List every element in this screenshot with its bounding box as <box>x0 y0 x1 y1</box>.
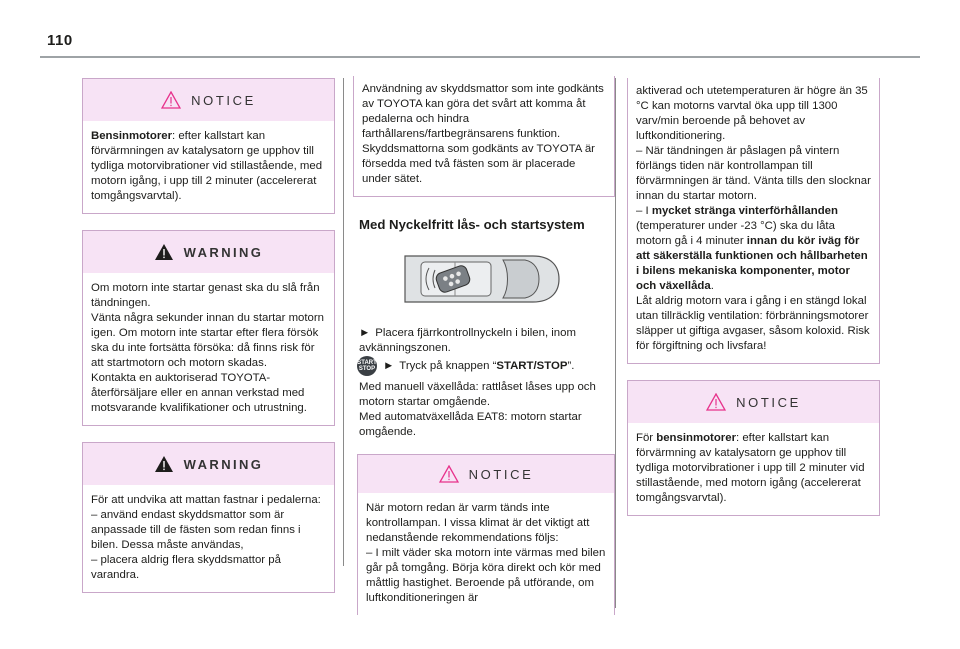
warning-line: För att undvika att mattan fastnar i pedalerna: <box>91 494 321 506</box>
column-2 <box>353 76 615 631</box>
notice-text: : efter kallstart kan förvärmningen av katalysatorn ge upphov till tydliga motorvibrationer vid stillastående, med motorn igång, i upp till 2 minuter (accelererat tomgångsvarvtal). <box>91 130 323 202</box>
warning-box <box>82 230 335 426</box>
warning-header <box>83 443 334 485</box>
notice-body <box>83 121 334 213</box>
instruction-step <box>359 326 615 356</box>
start-stop-label: START/STOP <box>496 360 568 373</box>
car-key-illustration <box>403 246 561 312</box>
column-3 <box>627 78 880 532</box>
continued-line: – I mycket stränga vinterförhållanden (temperaturer under -23 °C) ska du låta motorn gå i 4 minuter innan du kör iväg för att säkerställa funktionen och hållbarheten i bilens mekaniska komponenter, motor och växellåda. <box>636 205 868 292</box>
continued-line: – När tändningen är påslagen på vintern förlängs tiden när kontrollampan till förvärmningen är tänd. Vänta tills den slocknar innan du startar motorn. <box>636 145 871 202</box>
notice-lead: Bensinmotorer <box>91 130 173 142</box>
continued-line: Låt aldrig motorn vara i gång i en stängd lokal utan tillräcklig ventilation: förbränningsmotorer släpper ut giftiga avgaser, såsom koloxid. Risk för förgiftning och livsfara! <box>636 295 870 352</box>
notice-header <box>628 381 879 423</box>
instruction-step <box>357 356 615 376</box>
notice-box <box>627 380 880 516</box>
arrow-icon: ► <box>383 360 395 373</box>
warning-body <box>83 485 334 592</box>
header-rule <box>40 56 920 58</box>
step-text: Tryck på knappen “ <box>399 360 497 373</box>
step-text: Placera fjärrkontrollnyckeln i bilen, inom avkänningszonen. <box>359 327 576 354</box>
warning-line: Om motorn inte startar genast ska du slå från tändningen. <box>91 282 320 309</box>
notice-line: – I milt väder ska motorn inte värmas med bilen går på tomgång. Börja köra direkt och kör med måttlig hastighet. Beroende på utförande, om luftkonditioneringen är <box>366 547 606 604</box>
warning-header <box>83 231 334 273</box>
notice-body <box>358 493 614 615</box>
warning-title: WARNING <box>183 244 264 260</box>
notice-title: NOTICE <box>736 394 801 410</box>
warning-body <box>83 273 334 425</box>
notice-box <box>357 454 615 615</box>
continued-body <box>354 76 614 196</box>
section-title: Med Nyckelfritt lås- och startsystem <box>359 217 585 232</box>
notice-box <box>82 78 335 214</box>
notice-header <box>358 455 614 493</box>
caution-triangle-icon <box>161 91 181 109</box>
notice-title: NOTICE <box>468 466 534 482</box>
body-text: Med automatväxellåda EAT8: motorn startar omgående. <box>359 411 582 438</box>
caution-triangle-icon <box>706 393 726 411</box>
continued-line: aktiverad och utetemperaturen är högre än 35 °C kan motorns varvtal öka upp till 1300 varv/min beroende på behovet av luftkonditionering. <box>636 85 868 142</box>
continued-line: Skyddsmattorna som godkänts av TOYOTA är försedda med två fästen som är placerade under sätet. <box>362 143 595 185</box>
warning-line: Vänta några sekunder innan du startar motorn igen. Om motorn inte startar efter flera försök ska du inte fortsätta försöka: då finns risk för att startmotorn och motorn skadas. <box>91 312 325 369</box>
continued-box <box>353 76 615 197</box>
warning-line: – placera aldrig flera skyddsmattor på varandra. <box>91 554 281 581</box>
warning-title: WARNING <box>183 456 264 472</box>
step-text: ”. <box>567 360 575 373</box>
continued-line: Användning av skyddsmattor som inte godkänts av TOYOTA kan göra det svårt att komma åt pedalerna och hindra farthållarens/fartbegränsarens funktion. <box>362 83 604 140</box>
page-number: 110 <box>47 32 73 49</box>
arrow-icon: ► <box>359 327 371 339</box>
continued-box <box>627 78 880 364</box>
notice-body: För bensinmotorer: efter kallstart kan förvärmning av katalysatorn ge upphov till tydliga motorvibrationer i upp till 2 minuter vid stillastående, med motorn igång (accelererat tomgångsvarvtal). <box>636 432 865 504</box>
warning-box <box>82 442 335 593</box>
start-stop-icon: START STOP <box>357 356 377 376</box>
notice-title: NOTICE <box>191 92 256 108</box>
column-1 <box>82 78 335 609</box>
caution-triangle-icon <box>439 465 459 483</box>
continued-body <box>628 78 879 363</box>
warning-line: – använd endast skyddsmattor som är anpassade till de fästen som redan finns i bilen. Dessa måste användas, <box>91 509 301 551</box>
column-divider <box>615 78 616 608</box>
warning-line: Kontakta en auktoriserad TOYOTA-återförsäljare eller en annan verkstad med motsvarande kvalifikationer och utrustning. <box>91 372 307 414</box>
notice-header <box>83 79 334 121</box>
warning-triangle-icon <box>154 455 174 473</box>
notice-line: När motorn redan är varm tänds inte kontrollampan. I vissa klimat är det viktigt att nedanstående rekommendations följs: <box>366 502 590 544</box>
column-divider <box>343 78 344 566</box>
warning-triangle-icon <box>154 243 174 261</box>
body-text: Med manuell växellåda: rattlåset låses upp och motorn startar omgående. <box>359 381 596 408</box>
